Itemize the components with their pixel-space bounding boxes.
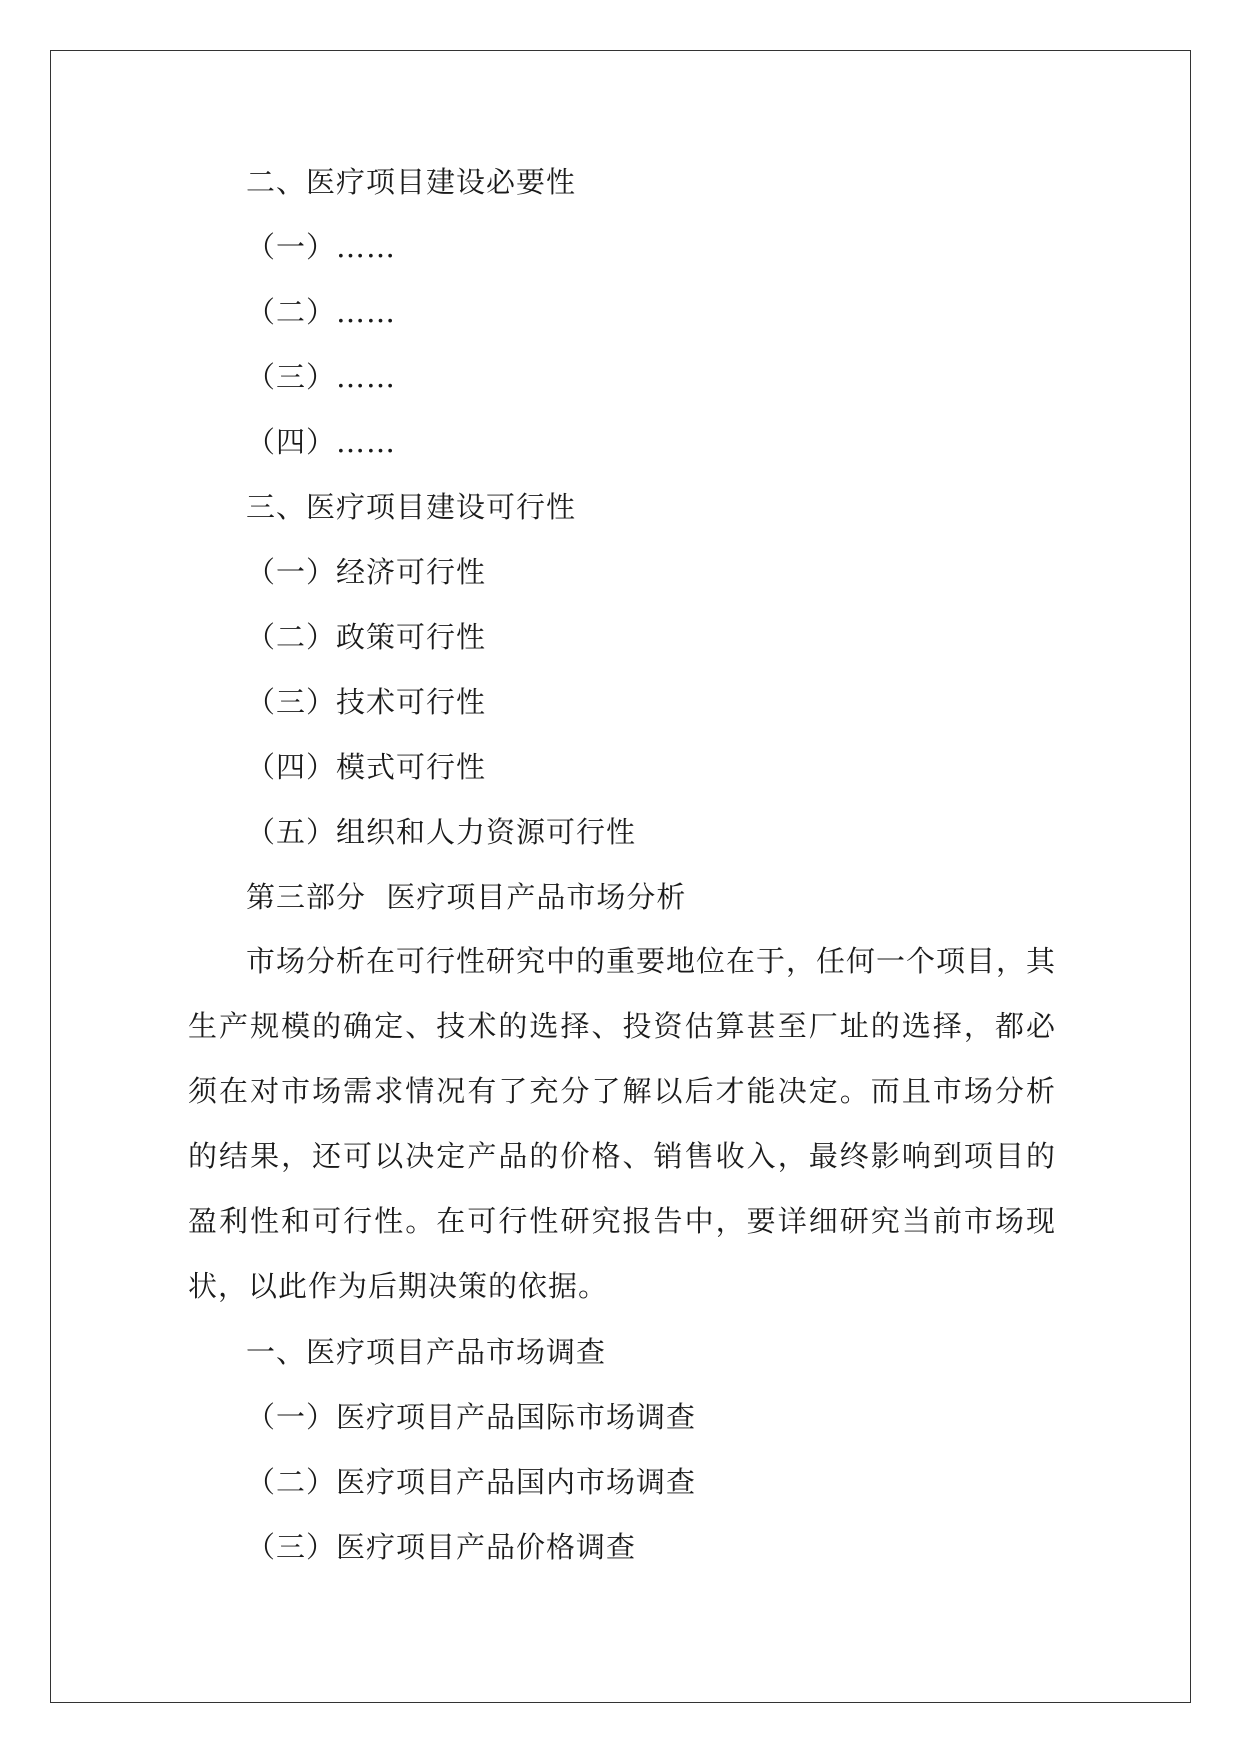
section-heading-necessity: 二、医疗项目建设必要性 xyxy=(246,165,577,199)
feasibility-item-model: （四）模式可行性 xyxy=(246,750,487,784)
subitem-3: （三）…… xyxy=(246,360,397,394)
section-heading-market-survey: 一、医疗项目产品市场调查 xyxy=(246,1335,607,1369)
section-heading-feasibility: 三、医疗项目建设可行性 xyxy=(246,490,577,524)
subitem-4: （四）…… xyxy=(246,425,397,459)
market-analysis-paragraph: 市场分析在可行性研究中的重要地位在于，任何一个项目，其生产规模的确定、技术的选择、投资估算甚至厂址的选择，都必须在对市场需求情况有了充分了解以后才能决定。而且市场分析的结果，还可以决定产品的价格、销售收入，最终影响到项目的盈利性和可行性。在可行性研究报告中，要详细研究当前市场现状，以此作为后期决策的依据。 xyxy=(188,944,1057,1303)
part-heading-market-analysis: 第三部分 医疗项目产品市场分析 xyxy=(246,880,687,914)
survey-item-international: （一）医疗项目产品国际市场调查 xyxy=(246,1400,697,1434)
survey-item-price: （三）医疗项目产品价格调查 xyxy=(246,1530,637,1564)
subitem-1: （一）…… xyxy=(246,230,397,264)
feasibility-item-economic: （一）经济可行性 xyxy=(246,555,487,589)
feasibility-item-policy: （二）政策可行性 xyxy=(246,620,487,654)
feasibility-item-organization: （五）组织和人力资源可行性 xyxy=(246,815,637,849)
survey-item-domestic: （二）医疗项目产品国内市场调查 xyxy=(246,1465,697,1499)
subitem-2: （二）…… xyxy=(246,295,397,329)
feasibility-item-technical: （三）技术可行性 xyxy=(246,685,487,719)
page-border xyxy=(50,50,1191,1703)
